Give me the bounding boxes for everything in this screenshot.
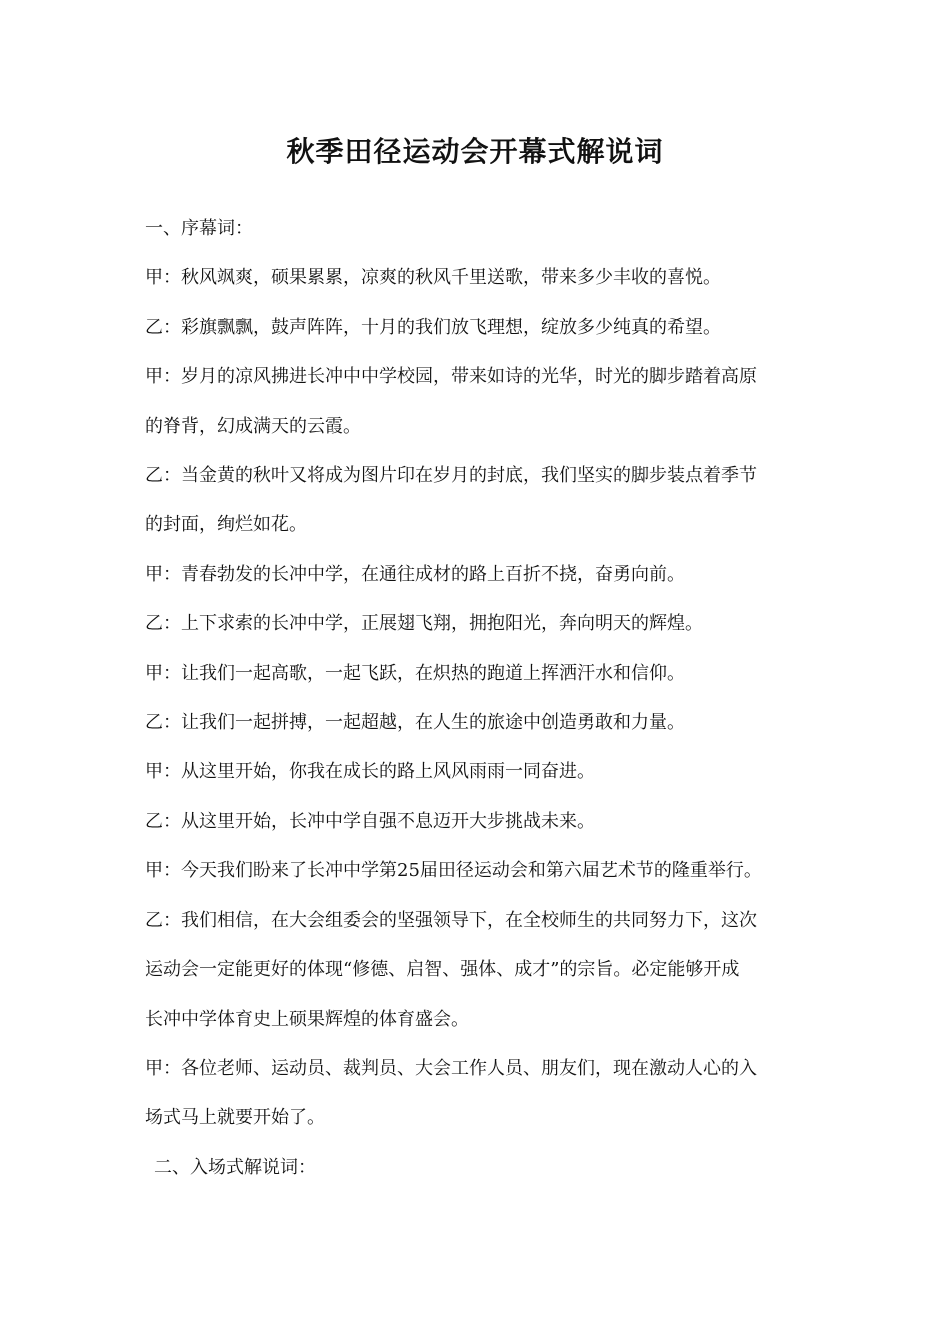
paragraph-line: 甲：从这里开始，你我在成长的路上风风雨雨一同奋进。 <box>145 761 595 783</box>
paragraph-line: 甲：今天我们盼来了长冲中学第25届田径运动会和第六届艺术节的隆重举行。 <box>145 860 762 882</box>
paragraph-line: 乙：彩旗飘飘，鼓声阵阵，十月的我们放飞理想，绽放多少纯真的希望。 <box>145 316 721 338</box>
paragraph-line: 乙：让我们一起拼搏，一起超越，在人生的旅途中创造勇敢和力量。 <box>145 712 685 734</box>
paragraph-line: 的脊背，幻成满天的云霞。 <box>145 415 361 437</box>
paragraph-line: 乙：我们相信，在大会组委会的坚强领导下，在全校师生的共同努力下，这次 <box>145 909 757 931</box>
paragraph-line: 乙：从这里开始，长冲中学自强不息迈开大步挑战未来。 <box>145 810 595 832</box>
paragraph-line: 甲：岁月的凉风拂进长冲中中学校园，带来如诗的光华，时光的脚步踏着高原 <box>145 366 757 388</box>
paragraph-line: 甲：秋风飒爽，硕果累累，凉爽的秋风千里送歌，带来多少丰收的喜悦。 <box>145 267 721 289</box>
section-heading-prologue: 一、序幕词： <box>145 218 253 239</box>
document-body <box>145 204 811 1192</box>
paragraph-line: 甲：让我们一起高歌，一起飞跃，在炽热的跑道上挥洒汗水和信仰。 <box>145 662 685 684</box>
paragraph-line: 乙：上下求索的长冲中学，正展翅飞翔，拥抱阳光，奔向明天的辉煌。 <box>145 613 703 635</box>
paragraph-line: 长冲中学体育史上硕果辉煌的体育盛会。 <box>145 1008 469 1030</box>
document-title: 秋季田径运动会开幕式解说词 <box>286 135 664 168</box>
paragraph-line: 乙：当金黄的秋叶又将成为图片印在岁月的封底，我们坚实的脚步装点着季节 <box>145 465 757 487</box>
paragraph-line: 场式马上就要开始了。 <box>145 1107 325 1129</box>
paragraph-line: 甲：各位老师、运动员、裁判员、大会工作人员、朋友们，现在激动人心的入 <box>145 1057 757 1079</box>
paragraph-line: 的封面，绚烂如花。 <box>145 514 307 536</box>
paragraph-line: 甲：青春勃发的长冲中学，在通往成材的路上百折不挠，奋勇向前。 <box>145 563 685 585</box>
section-heading-entrance: 二、入场式解说词： <box>154 1156 316 1178</box>
paragraph-line: 运动会一定能更好的体现“修德、启智、强体、成才”的宗旨。必定能够开成 <box>145 959 740 981</box>
